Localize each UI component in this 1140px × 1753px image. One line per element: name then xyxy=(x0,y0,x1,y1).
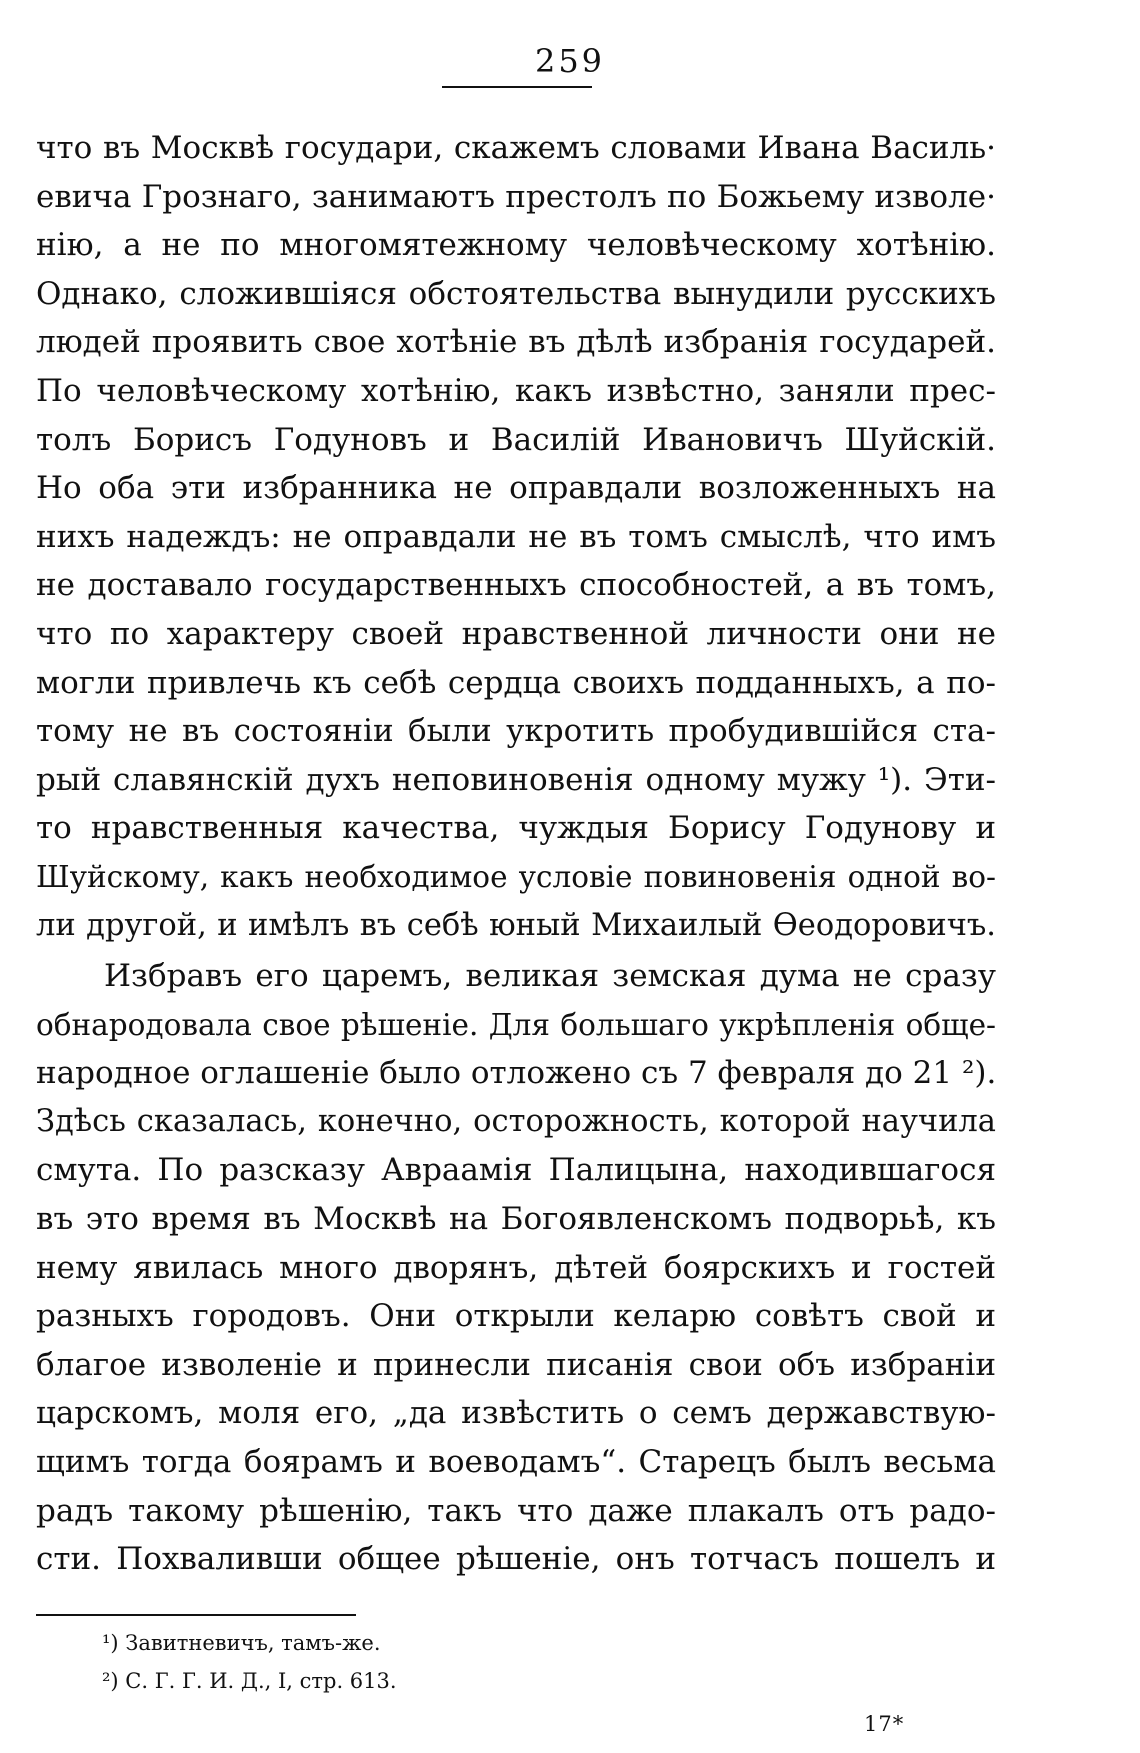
text-line: что въ Москвѣ государи, скажемъ словами Ивана Василь· xyxy=(36,130,996,166)
text-line: толъ Борисъ Годуновъ и Василій Ивановичъ Шуйскій. xyxy=(36,421,996,458)
text-line: разныхъ городовъ. Они открыли келарю совѣтъ свой и xyxy=(36,1298,996,1335)
body-text xyxy=(36,124,996,1584)
footnote: ¹) Завитневичъ, тамъ-же. xyxy=(102,1631,381,1655)
text-line: народное оглашеніе было отложено съ 7 февраля до 21 ²). xyxy=(36,1055,996,1092)
text-line: могли привлечь къ себѣ сердца своихъ подданныхъ, а по- xyxy=(36,664,996,701)
text-line: нему явилась много дворянъ, дѣтей боярскихъ и гостей xyxy=(36,1249,996,1286)
text-line: сти. Похваливши общее рѣшеніе, онъ тотчасъ пошелъ и xyxy=(36,1541,996,1578)
text-line: не доставало государственныхъ способностей, а въ томъ, xyxy=(36,567,996,604)
signature-mark: 17* xyxy=(864,1712,905,1736)
text-line: тому не въ состояніи были укротить пробудившійся ста- xyxy=(36,713,996,750)
text-line: Но оба эти избранника не оправдали возложенныхъ на xyxy=(36,470,996,507)
footnotes xyxy=(102,1624,902,1700)
text-line: въ это время въ Москвѣ на Богоявленскомъ подворьѣ, къ xyxy=(36,1201,996,1238)
paragraph-2 xyxy=(36,952,996,1584)
text-line: нихъ надеждъ: не оправдали не въ томъ смыслѣ, что имъ xyxy=(36,518,996,555)
text-line: Однако, сложившіяся обстоятельства вынудили русскихъ xyxy=(36,275,996,312)
paragraph-1 xyxy=(36,124,996,950)
text-line: благое изволеніе и принесли писанія свои объ избраніи xyxy=(36,1346,996,1383)
page-number: 259 xyxy=(534,42,606,80)
page-number-rule xyxy=(442,86,592,88)
text-line: Шуйскому, какъ необходимое условіе повиновенія одной во- xyxy=(36,859,996,894)
footnote-rule xyxy=(36,1614,356,1616)
text-line: По человѣческому хотѣнію, какъ извѣстно, заняли прес- xyxy=(36,372,996,409)
footnote: ²) С. Г. Г. И. Д., I, стр. 613. xyxy=(102,1669,397,1693)
text-line: нію, а не по многомятежному человѣческому хотѣнію. xyxy=(36,227,996,264)
text-line: евича Грознаго, занимаютъ престолъ по Божьему изволе· xyxy=(36,178,996,215)
text-line: рый славянскій духъ неповиновенія одному мужу ¹). Эти- xyxy=(36,761,996,798)
text-line: людей проявить свое хотѣніе въ дѣлѣ избранія государей. xyxy=(36,324,996,361)
text-line: Избравъ его царемъ, великая земская дума не сразу xyxy=(104,958,996,995)
text-line: ли другой, и имѣлъ въ себѣ юный Михаилый Ѳеодоровичъ. xyxy=(36,907,996,943)
text-line: обнародовала свое рѣшеніе. Для большаго укрѣпленія обще- xyxy=(36,1007,996,1042)
text-line: щимъ тогда боярамъ и воеводамъ“. Старецъ былъ весьма xyxy=(36,1444,996,1481)
text-line: Здѣсь сказалась, конечно, осторожность, которой научила xyxy=(36,1103,996,1139)
text-line: царскомъ, моля его, „да извѣстить о семъ державствую- xyxy=(36,1395,996,1432)
text-line: радъ такому рѣшенію, такъ что даже плакалъ отъ радо- xyxy=(36,1492,996,1529)
text-line: что по характеру своей нравственной личности они не xyxy=(36,615,996,652)
text-line: смута. По разсказу Авраамія Палицына, находившагося xyxy=(36,1152,996,1189)
text-line: то нравственныя качества, чуждыя Борису Годунову и xyxy=(36,810,996,847)
